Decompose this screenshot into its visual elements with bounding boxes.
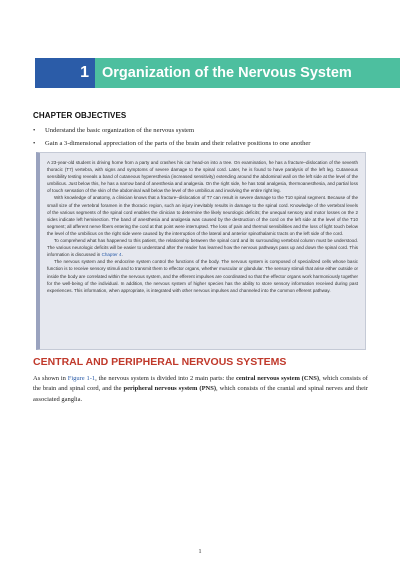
list-item bbox=[33, 126, 373, 136]
body-text: As shown in bbox=[33, 375, 68, 382]
clinical-case-box bbox=[36, 152, 366, 350]
case-text: . bbox=[121, 252, 123, 258]
list-item bbox=[33, 139, 373, 149]
chapter-number: 1 bbox=[35, 58, 95, 88]
chapter-link[interactable]: Chapter 4 bbox=[101, 252, 122, 258]
objective-text: Understand the basic organization of the nervous system bbox=[45, 127, 195, 134]
pns-term: peripheral nervous system (PNS) bbox=[123, 385, 217, 393]
case-paragraph: With knowledge of anatomy, a clinician knows that a fracture–dislocation of T7 can result in severe damage to the T10 spinal segment. Because of the small size of the vertebral foramen in the thoracic region, such an injury inevitably results in damage to the spinal cord. Knowledge of the vertebral levels of the various segments of the spinal cord enables the clinician to determine the likely neurologic deficits; the unequal sensory and motor losses on the 2 sides indicate left hemisection. The band of anesthesia and analgesia was caused by the destruction of the cord on the left side at the level of the T10 segment; all afferent nerve fibers entering the cord at that point were interrupted. The loss of pain and thermal sensibilities and the loss of light touch below the level of the umbilicus on the right side were caused by the interruption of the lateral and anterior spinothalamic tracts on the left side of the cord. bbox=[47, 195, 358, 236]
case-text: To comprehend what has happened to this patient, the relationship between the spinal cord and its surrounding vertebral column must be understood. The various neurologic deficits will be easier to understand after the reader has learned how the nervous pathways pass up and down the spinal cord. This information is discussed in bbox=[47, 238, 358, 258]
body-text: , the nervous system is divided into 2 main parts: the bbox=[95, 375, 236, 382]
case-paragraph: The nervous system and the endocrine system control the functions of the body. The nervous system is composed of specialized cells whose basic function is to receive sensory stimuli and to transmit them to effector organs, whether muscular or glandular. The sensory stimuli that arise either outside or inside the body are correlated within the nervous system, and the efferent impulses are coordinated so that the effector organs work harmoniously together for the well-being of the individual. In addition, the nervous system of higher species has the ability to store sensory information received during past experiences. This information, when appropriate, is integrated with other nervous impulses and channeled into the common efferent pathway. bbox=[47, 259, 358, 293]
bullet-icon: • bbox=[33, 127, 36, 134]
chapter-banner bbox=[35, 58, 400, 88]
bullet-icon: • bbox=[33, 140, 36, 147]
objective-text: Gain a 3-dimensional appreciation of the parts of the brain and their relative positions to one another bbox=[45, 140, 311, 147]
case-paragraph: A 23-year-old student is driving home from a party and crashes his car head-on into a tree. On examination, he has a fracture–dislocation of the seventh thoracic (T7) vertebra, with signs and symptoms of severe damage to the spinal cord. Later, he is found to have paralysis of the left leg. Cutaneous sensibility testing reveals a band of cutaneous hyperesthesia (increased sensitivity) extending around the abdominal wall on the left side at the level of the umbilicus. Just below this, he has a narrow band of anesthesia and analgesia. On the right side, he has total analgesia, thermoanesthesia, and partial loss of touch sensation of the skin of the abdominal wall below the level of the umbilicus and involving the entire right leg. bbox=[47, 160, 358, 194]
section-heading: CENTRAL AND PERIPHERAL NERVOUS SYSTEMS bbox=[33, 356, 287, 368]
body-text: , which consists of the cranial and spinal nerves and their associated ganglia. bbox=[33, 385, 368, 403]
body-text: , which consists of the brain and spinal cord, and the bbox=[33, 375, 368, 393]
chapter-title: Organization of the Nervous System bbox=[102, 65, 352, 81]
figure-link[interactable]: Figure 1-1 bbox=[67, 375, 96, 382]
case-paragraph bbox=[47, 237, 358, 258]
body-paragraph bbox=[33, 374, 368, 405]
objectives-heading: CHAPTER OBJECTIVES bbox=[33, 111, 127, 120]
cns-term: central nervous system (CNS) bbox=[235, 375, 320, 382]
page-number: 1 bbox=[198, 548, 202, 555]
objectives-list bbox=[33, 126, 373, 152]
